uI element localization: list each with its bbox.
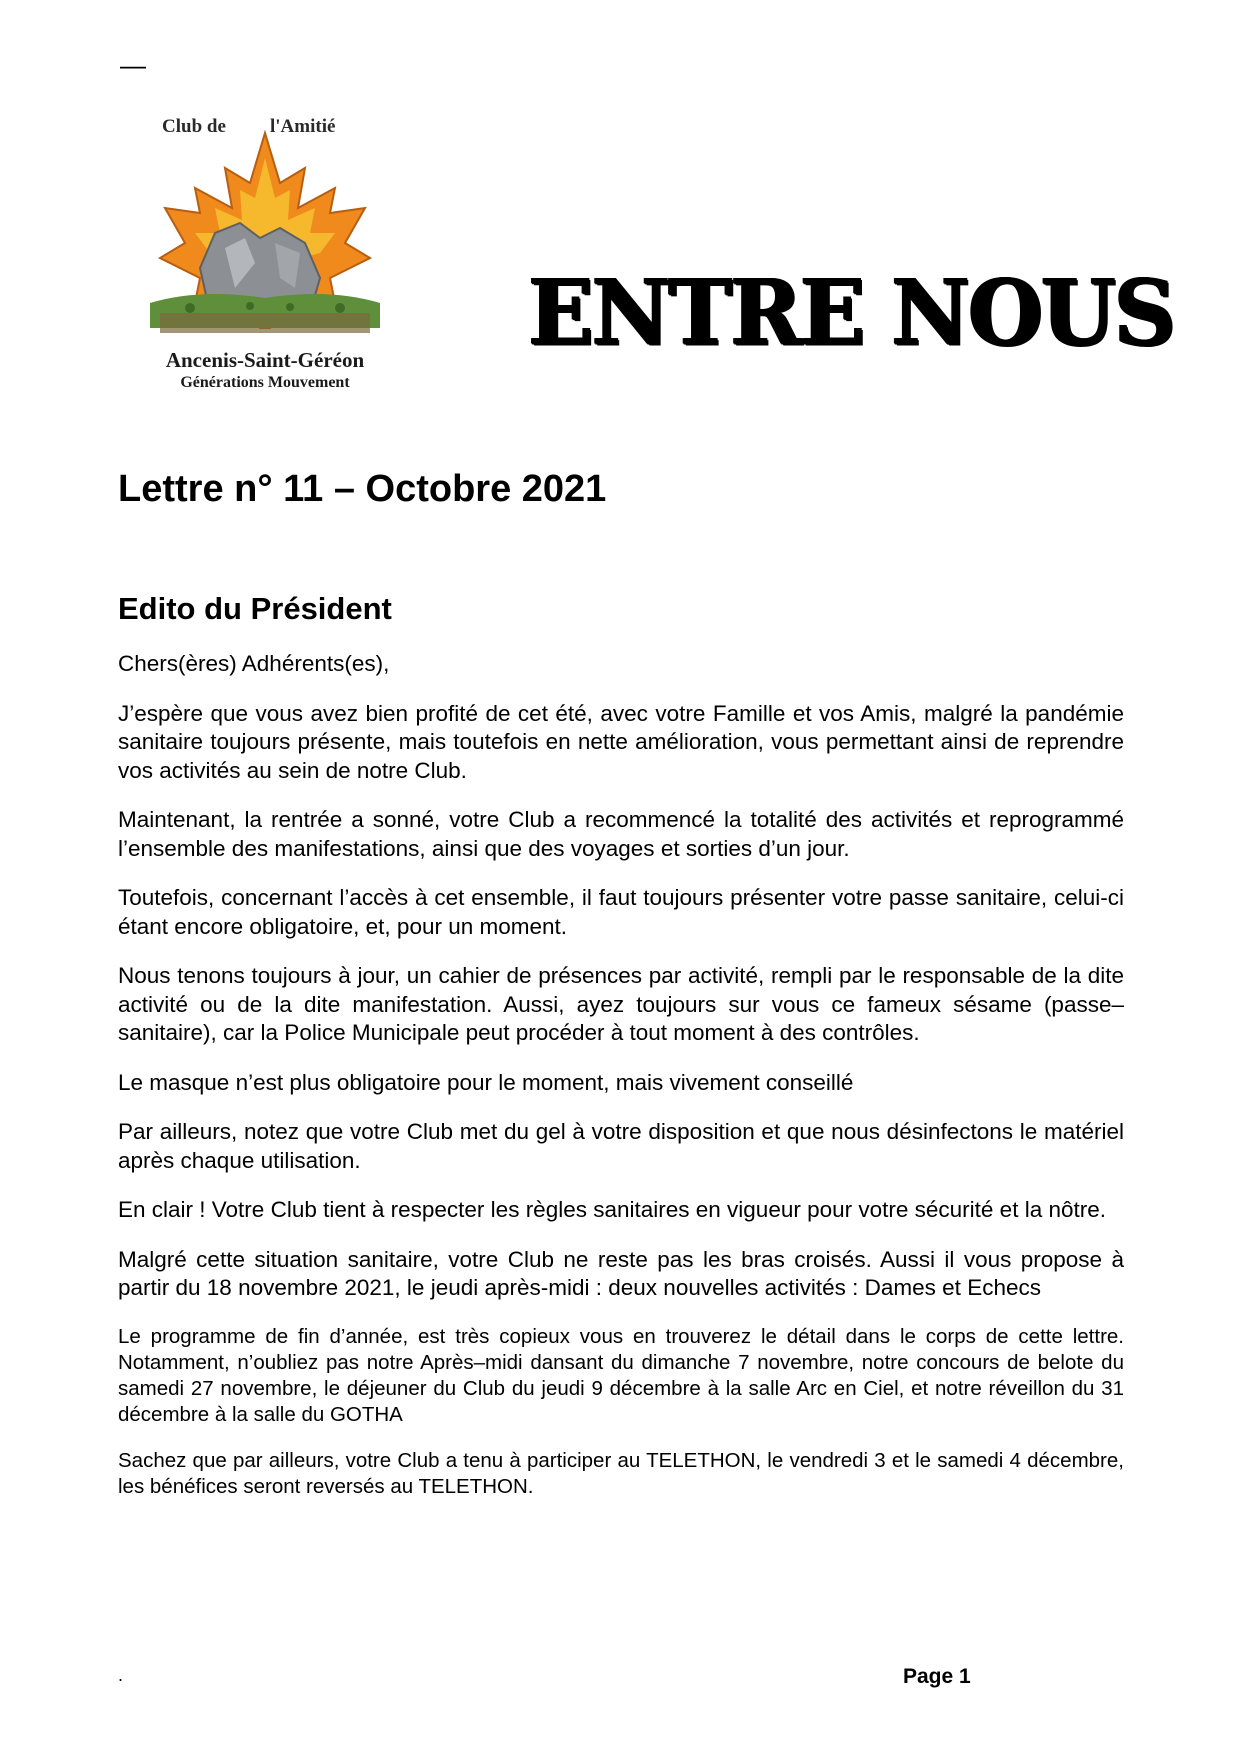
section-title: Edito du Président <box>118 591 392 626</box>
paragraph: Par ailleurs, notez que votre Club met du gel à votre disposition et que nous désinfectons le matériel après chaque utilisation. <box>118 1119 1124 1173</box>
page-number: Page 1 <box>903 1665 971 1688</box>
letter-title: Lettre n° 11 – Octobre 2021 <box>118 468 607 510</box>
logo-text-amitie: l'Amitié <box>270 116 336 137</box>
paragraph-greeting: Chers(ères) Adhérents(es), <box>118 651 390 676</box>
paragraph: Malgré cette situation sanitaire, votre Club ne reste pas les bras croisés. Aussi il vous propose à partir du 18 novembre 2021, le jeudi après-midi : deux nouvelles activités : Dames et Echecs <box>118 1246 1124 1300</box>
paragraph: Sachez que par ailleurs, votre Club a tenu à participer au TELETHON, le vendredi 3 et le samedi 4 décembre, les bénéfices seront reversés au TELETHON. <box>118 1448 1124 1498</box>
paragraph: J’espère que vous avez bien profité de cet été, avec votre Famille et vos Amis, malgré la pandémie sanitaire toujours présente, mais toutefois en nette amélioration, vous permettant ainsi de reprendre vos activités au sein de notre Club. <box>118 700 1124 783</box>
logo-city-name: Ancenis-Saint-Géréon <box>165 348 365 372</box>
logo-network-name: Générations Mouvement <box>180 374 350 391</box>
masthead-title: ENTRE NOUS <box>528 259 1174 366</box>
maple-leaf-emblem-icon <box>130 128 400 348</box>
edito-body <box>118 650 1124 1520</box>
paragraph: En clair ! Votre Club tient à respecter les règles sanitaires en vigueur pour votre sécurité et la nôtre. <box>118 1197 1107 1222</box>
paragraph: Le programme de fin d’année, est très copieux vous en trouverez le détail dans le corps de cette lettre. Notamment, n’oubliez pas notre Après–midi dansant du dimanche 7 novembre, notre concours de belote du samedi 27 novembre, le déjeuner du Club du jeudi 9 décembre à la salle Arc en Ciel, et notre réveillon du 31 décembre à la salle du GOTHA <box>118 1324 1124 1426</box>
paragraph: Le masque n’est plus obligatoire pour le moment, mais vivement conseillé <box>118 1069 854 1095</box>
top-dash: — <box>120 50 146 80</box>
logo-text-club-de: Club de <box>162 116 226 137</box>
paragraph: Toutefois, concernant l’accès à cet ensemble, il faut toujours présenter votre passe sanitaire, celui-ci étant encore obligatoire, et, pour un moment. <box>118 885 1124 939</box>
club-logo <box>130 108 400 398</box>
paragraph: Nous tenons toujours à jour, un cahier de présences par activité, rempli par le responsable de la dite activité ou de la dite manifestation. Aussi, ayez toujours sur vous ce fameux sésame (passe–sanitaire), car la Police Municipale peut procéder à tout moment à des contrôles. <box>118 963 1124 1045</box>
paragraph: Maintenant, la rentrée a sonné, votre Club a recommencé la totalité des activités et reprogrammé l’ensemble des manifestations, ainsi que des voyages et sorties d’un jour. <box>118 807 1124 861</box>
footer-dot: . <box>118 1665 124 1685</box>
